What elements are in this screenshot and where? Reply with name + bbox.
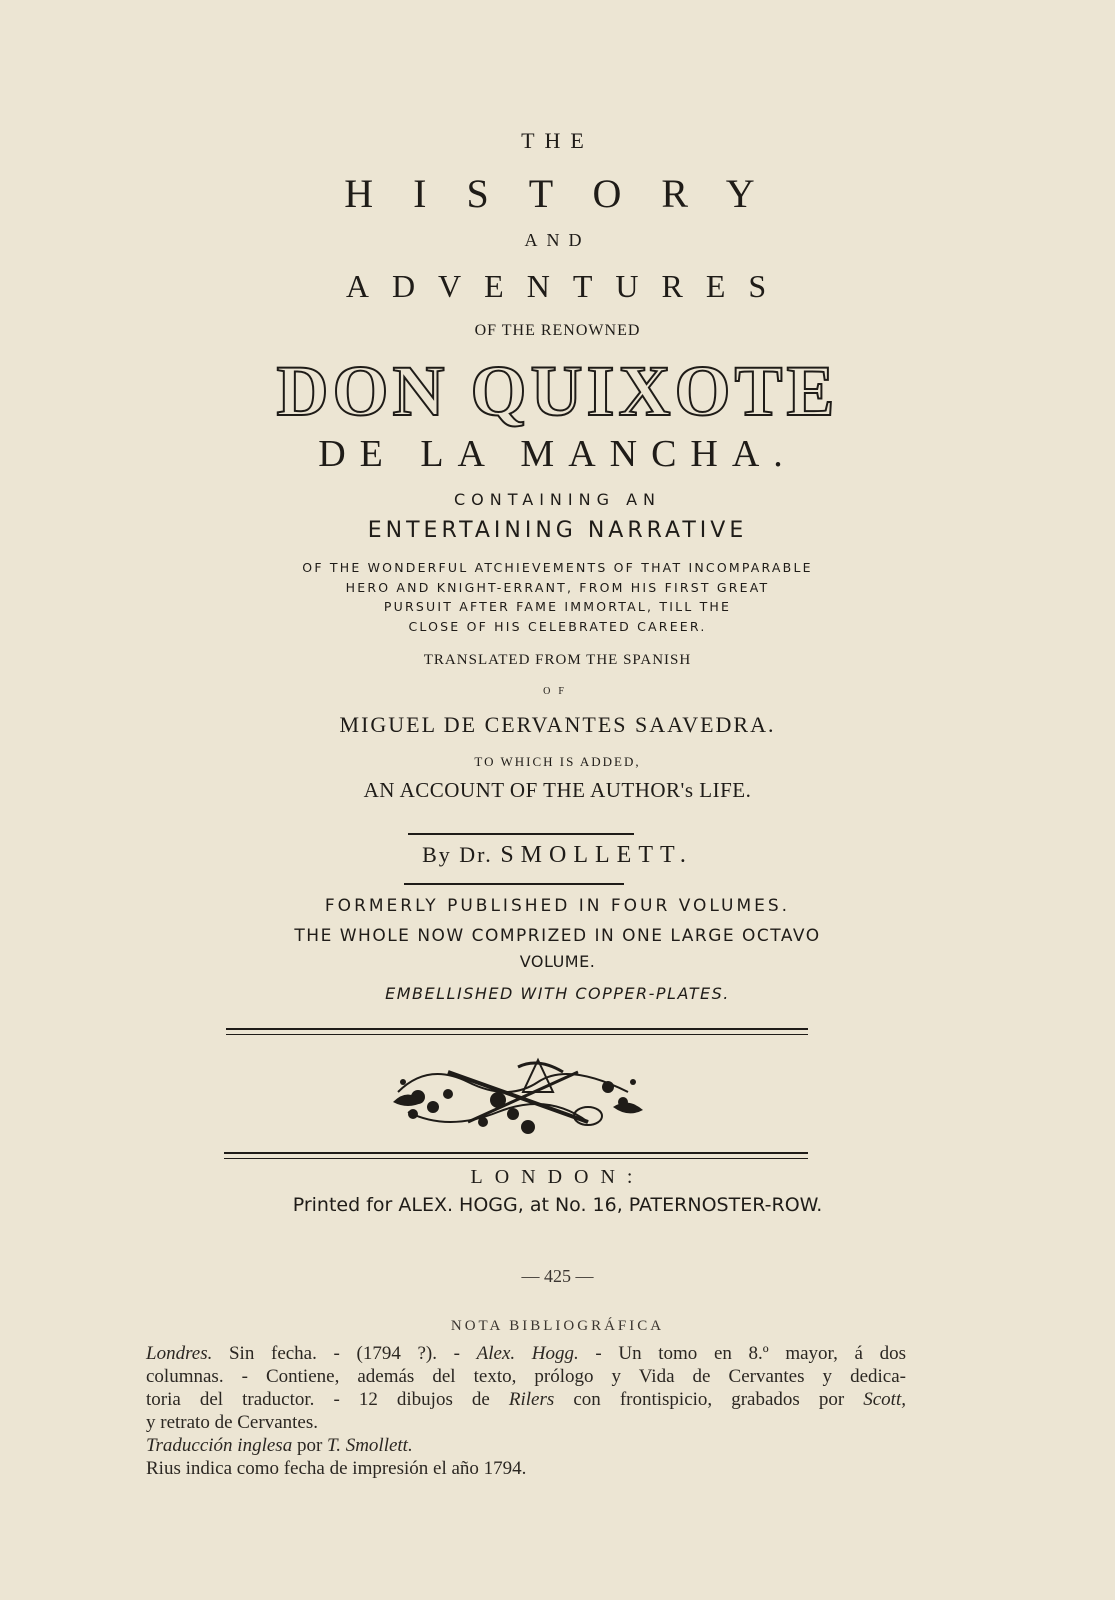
author-life-account: AN ACCOUNT OF THE AUTHOR's LIFE.: [363, 778, 752, 802]
note-engraver: Scott,: [863, 1389, 906, 1410]
whole-line-2: VOLUME.: [519, 952, 596, 971]
top-rule-1: [408, 833, 634, 835]
page-number: — 425 —: [521, 1266, 594, 1286]
description-line: PURSUIT AFTER FAME IMMORTAL, TILL THE: [383, 599, 732, 614]
author-name: MIGUEL DE CERVANTES SAAVEDRA.: [339, 712, 776, 737]
formerly-line: FORMERLY PUBLISHED IN FOUR VOLUMES.: [324, 896, 791, 916]
note-line-6: Rius indica como fecha de impresión el año 1794.: [146, 1458, 527, 1479]
note-line-3: [146, 1388, 906, 1411]
title-history: HISTORY: [344, 171, 795, 216]
note-line-5: [146, 1434, 906, 1457]
bibliographic-note: [146, 1342, 906, 1480]
translator-line: [0, 842, 1115, 869]
title-de-la-mancha: DE LA MANCHA.: [318, 433, 797, 475]
by-label: By Dr.: [422, 842, 493, 867]
to-which-added: TO WHICH IS ADDED,: [474, 754, 641, 769]
title-don-quixote: DON QUIXOTE: [276, 351, 839, 431]
title-renowned: OF THE RENOWNED: [474, 322, 641, 339]
note-place: Londres.: [146, 1343, 213, 1364]
ornament-rule-bottom-a: [224, 1152, 808, 1154]
ornament-rule-top-b: [226, 1034, 808, 1035]
description-line: HERO AND KNIGHT-ERRANT, FROM HIS FIRST GREAT: [345, 580, 770, 595]
imprint-printer: Printed for ALEX. HOGG, at No. 16, PATERNOSTER-ROW.: [292, 1194, 823, 1216]
translated-line: TRANSLATED FROM THE SPANISH: [423, 652, 692, 668]
embellished-line: EMBELLISHED WITH COPPER-PLATES.: [385, 984, 730, 1003]
title-and: AND: [524, 230, 591, 250]
subtitle-containing: CONTAINING AN: [454, 490, 661, 509]
note-date: Sin fecha. - (1794 ?). -: [212, 1343, 477, 1364]
top-rule-2: [404, 883, 624, 885]
title-adventures: ADVENTURES: [345, 268, 790, 304]
nota-heading: NOTA BIBLIOGRÁFICA: [450, 1318, 665, 1334]
of-line: OF: [543, 686, 572, 697]
note-format: - Un tomo en 8.º mayor, á dos: [578, 1343, 906, 1364]
subtitle-entertaining: ENTERTAINING NARRATIVE: [367, 518, 748, 543]
note-por: por: [292, 1435, 328, 1456]
description-line: CLOSE OF HIS CELEBRATED CAREER.: [408, 619, 707, 634]
description-line: OF THE WONDERFUL ATCHIEVEMENTS OF THAT INCOMPARABLE: [302, 560, 813, 575]
note-engravings: con frontispicio, grabados por: [554, 1389, 864, 1410]
note-artist: Rilers: [508, 1389, 555, 1410]
imprint-city: LONDON:: [470, 1166, 645, 1188]
note-drawings: toria del traductor. - 12 dibujos de: [146, 1389, 509, 1410]
note-publisher: Alex. Hogg.: [476, 1343, 579, 1364]
ornament-vignette-icon: [388, 1052, 648, 1140]
translator-name: SMOLLETT.: [500, 842, 693, 868]
ornament-rule-top-a: [226, 1028, 808, 1030]
whole-line-1: THE WHOLE NOW COMPRIZED IN ONE LARGE OCTAVO: [294, 926, 821, 946]
note-translation: Traducción inglesa: [146, 1435, 293, 1456]
note-line-4: y retrato de Cervantes.: [146, 1412, 318, 1433]
note-line-1: [146, 1342, 906, 1365]
title-the: THE: [521, 128, 594, 153]
note-translator: T. Smollett.: [327, 1435, 413, 1456]
ornament-rule-bottom-b: [224, 1158, 808, 1159]
note-line-2: columnas. - Contiene, además del texto, prólogo y Vida de Cervantes y dedica-: [146, 1366, 906, 1387]
